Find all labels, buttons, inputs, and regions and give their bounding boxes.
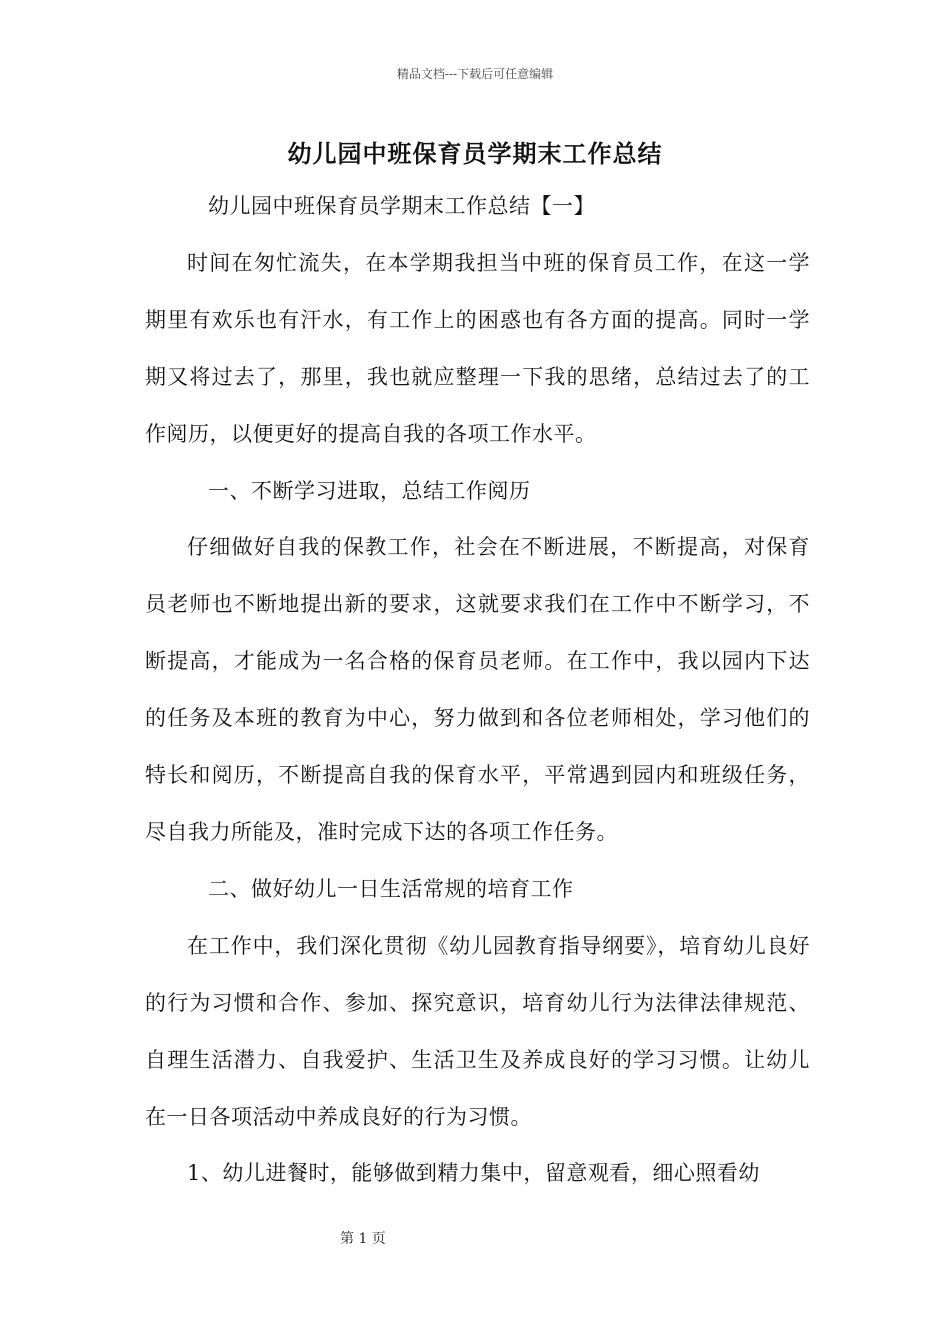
- section-heading: 幼儿园中班保育员学期末工作总结【一】: [208, 194, 595, 218]
- section-heading: 一、不断学习进取，总结工作阅历: [208, 478, 531, 503]
- paragraph: 在工作中，我们深化贯彻《幼儿园教育指导纲要》，培育幼儿良好的行为习惯和合作、参加、探究意识，培育幼儿行为法律法律规范、自理生活潜力、自我爱护、生活卫生及养成良好的学习习惯。让幼儿在一日各项活动中养成良好的行为习惯。: [145, 933, 810, 1129]
- paragraph: 仔细做好自我的保教工作，社会在不断进展，不断提高，对保育员老师也不断地提出新的要求，这就要求我们在工作中不断学习，不断提高，才能成为一名合格的保育员老师。在工作中，我以园内下达的任务及本班的教育为中心，努力做到和各位老师相处，学习他们的特长和阅历，不断提高自我的保育水平，平常遇到园内和班级任务，尽自我力所能及，准时完成下达的各项工作任务。: [145, 535, 810, 844]
- section-heading: 二、做好幼儿一日生活常规的培育工作: [208, 876, 574, 901]
- page-header: 精品文档---下载后可任意编辑: [396, 67, 554, 81]
- paragraph: 1、幼儿进餐时，能够做到精力集中，留意观看，细心照看幼: [187, 1161, 760, 1186]
- paragraph: 时间在匆忙流失，在本学期我担当中班的保育员工作，在这一学期里有欢乐也有汗水，有工作上的困惑也有各方面的提高。同时一学期又将过去了，那里，我也就应整理一下我的思绪，总结过去了的工作阅历，以便更好的提高自我的各项工作水平。: [145, 250, 810, 446]
- document-body: [145, 178, 810, 1202]
- document-title: 幼儿园中班保育员学期末工作总结: [287, 139, 663, 168]
- page-number: 第 1 页: [340, 1231, 386, 1247]
